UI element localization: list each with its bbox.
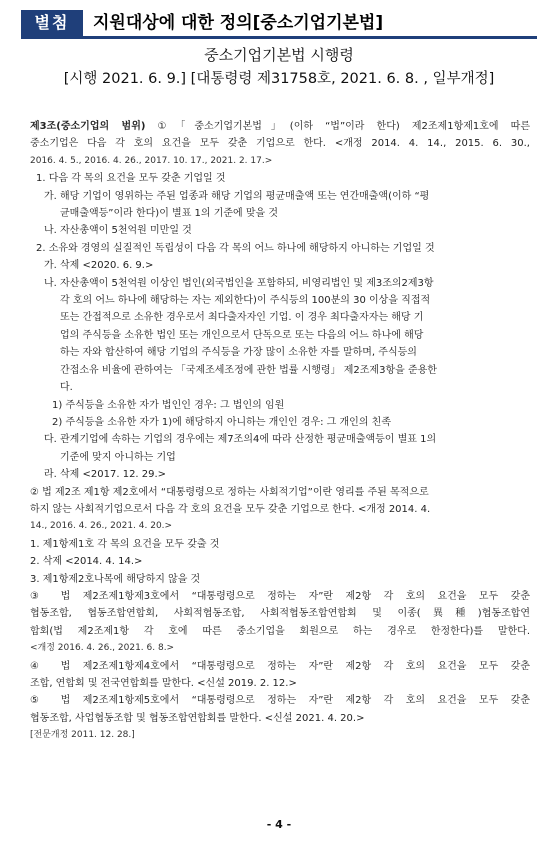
amendment-note: <개정 2016. 4. 26., 2021. 6. 8.> [30, 643, 175, 654]
enactment-line: [시행 2021. 6. 9.] [대통령령 제31758호, 2021. 6. 8. , 일부개정] [63, 71, 495, 87]
list-item: 나. 자산총액이 5천억원 미만일 것 [44, 225, 192, 237]
paragraph-5: 협동조합, 사업협동조합 및 협동조합연합회를 말한다. <신설 2021. 4. 20.> [30, 712, 365, 724]
document-header [21, 10, 537, 39]
list-item: 가. 해당 기업이 영위하는 주된 업종과 해당 기업의 평균매출액 또는 연간매출액(이하 “평 [44, 190, 430, 202]
article-intro-line: 제3조(중소기업의 범위) ①「중소기업기본법」(이하 “법”이라 한다) 제2조제1항제1호에 따른 [30, 121, 530, 132]
article-heading: 제3조(중소기업의 범위) [30, 121, 146, 132]
paragraph-5: ⑤ 법 제2조제1항제5호에서 “대통령령으로 정하는 자”란 제2항 각 호의 요건을 모두 갖춘 [30, 695, 530, 707]
paragraph-4: ④ 법 제2조제1항제4호에서 “대통령령으로 정하는 자”란 제2항 각 호의 요건을 모두 갖춘 [30, 660, 530, 672]
sub-item: 2) 주식등을 소유한 자가 1)에 해당하지 아니하는 개인인 경우: 그 개인의 친족 [52, 416, 392, 428]
list-item-continuation: 균매출액등”이라 한다)이 별표 1의 기준에 맞을 것 [60, 208, 279, 220]
article-body [30, 118, 530, 745]
page-number: - 4 - [266, 818, 292, 831]
list-item-continuation: 또는 간접적으로 소유한 경우로서 최다출자자인 기업. 이 경우 최다출자자는 해당 기 [60, 312, 424, 324]
paragraph-3: 협동조합, 협동조합연합회, 사회적협동조합, 사회적협동조합연합회 및 이종(異種)협동조합연 [30, 608, 530, 620]
paragraph-2: ② 법 제2조 제1항 제2호에서 “대통령령으로 정하는 사회적기업”이란 영리를 주된 목적으로 [30, 486, 429, 498]
list-item: 2. 소유와 경영의 실질적인 독립성이 다음 각 목의 어느 하나에 해당하지 아니하는 기업일 것 [36, 242, 435, 254]
list-item: 1. 다음 각 목의 요건을 모두 갖춘 기업일 것 [36, 173, 226, 185]
law-name: 중소기업기본법 시행령 [204, 46, 354, 64]
list-item: 나. 자산총액이 5천억원 이상인 법인(외국법인을 포함하되, 비영리법인 및 제3조의2제3항 [44, 277, 434, 289]
full-revision-note: [전문개정 2011. 12. 28.] [30, 730, 135, 741]
list-item-continuation: 기준에 맞지 아니하는 기업 [60, 451, 176, 463]
paragraph-4: 조합, 연합회 및 전국연합회를 말한다. <신설 2019. 2. 12.> [30, 678, 297, 689]
list-item: 2. 삭제 <2014. 4. 14.> [30, 556, 143, 568]
list-item: 가. 삭제 <2020. 6. 9.> [44, 260, 154, 272]
list-item: 라. 삭제 <2017. 12. 29.> [44, 469, 167, 481]
list-item-continuation: 다. [60, 382, 73, 394]
sub-item: 1) 주식등을 소유한 자가 법인인 경우: 그 법인의 임원 [52, 399, 285, 411]
list-item-continuation: 업의 주식등을 소유한 법인 또는 개인으로서 단독으로 또는 다음의 어느 하나에 해당 [60, 329, 424, 341]
article-intro-line: 중소기업은 다음 각 호의 요건을 모두 갖춘 기업으로 한다. <개정 2014. 4. 14., 2015. 6. 30., [30, 138, 530, 150]
paragraph-3: 합회(법 제2조제1항 각 호에 따른 중소기업을 회원으로 하는 경우로 한정한다)를 말한다. [30, 625, 530, 637]
attachment-badge: 별첨 [21, 10, 83, 36]
list-item-continuation: 하는 자와 합산하여 해당 기업의 주식등을 가장 많이 소유한 자를 말하며, 주식등의 [60, 347, 417, 359]
list-item-continuation: 각 호의 어느 하나에 해당하는 자는 제외한다)이 주식등의 100분의 30 이상을 직접적 [60, 295, 431, 307]
list-item: 3. 제1항제2호나목에 해당하지 않을 것 [30, 573, 201, 585]
list-item: 1. 제1항제1호 각 목의 요건을 모두 갖출 것 [30, 538, 220, 550]
paragraph-3: ③ 법 제2조제1항제3호에서 “대통령령으로 정하는 자”란 제2항 각 호의 요건을 모두 갖춘 [30, 590, 530, 602]
amendment-note: 2016. 4. 5., 2016. 4. 26., 2017. 10. 17., 2021. 2. 17.> [30, 155, 273, 166]
list-item-continuation: 간접소유 비율에 관하여는 「국제조세조정에 관한 법률 시행령」 제2조제3항을 준용한 [60, 364, 437, 376]
paragraph-2: 하지 않는 사회적기업으로서 다음 각 호의 요건을 모두 갖춘 기업으로 한다. <개정 2014. 4. [30, 503, 431, 515]
list-item: 다. 관계기업에 속하는 기업의 경우에는 제7조의4에 따라 산정한 평균매출액등이 별표 1의 [44, 434, 437, 446]
page-title: 지원대상에 대한 정의[중소기업기본법] [93, 13, 384, 33]
amendment-note: 14., 2016. 4. 26., 2021. 4. 20.> [30, 521, 173, 532]
